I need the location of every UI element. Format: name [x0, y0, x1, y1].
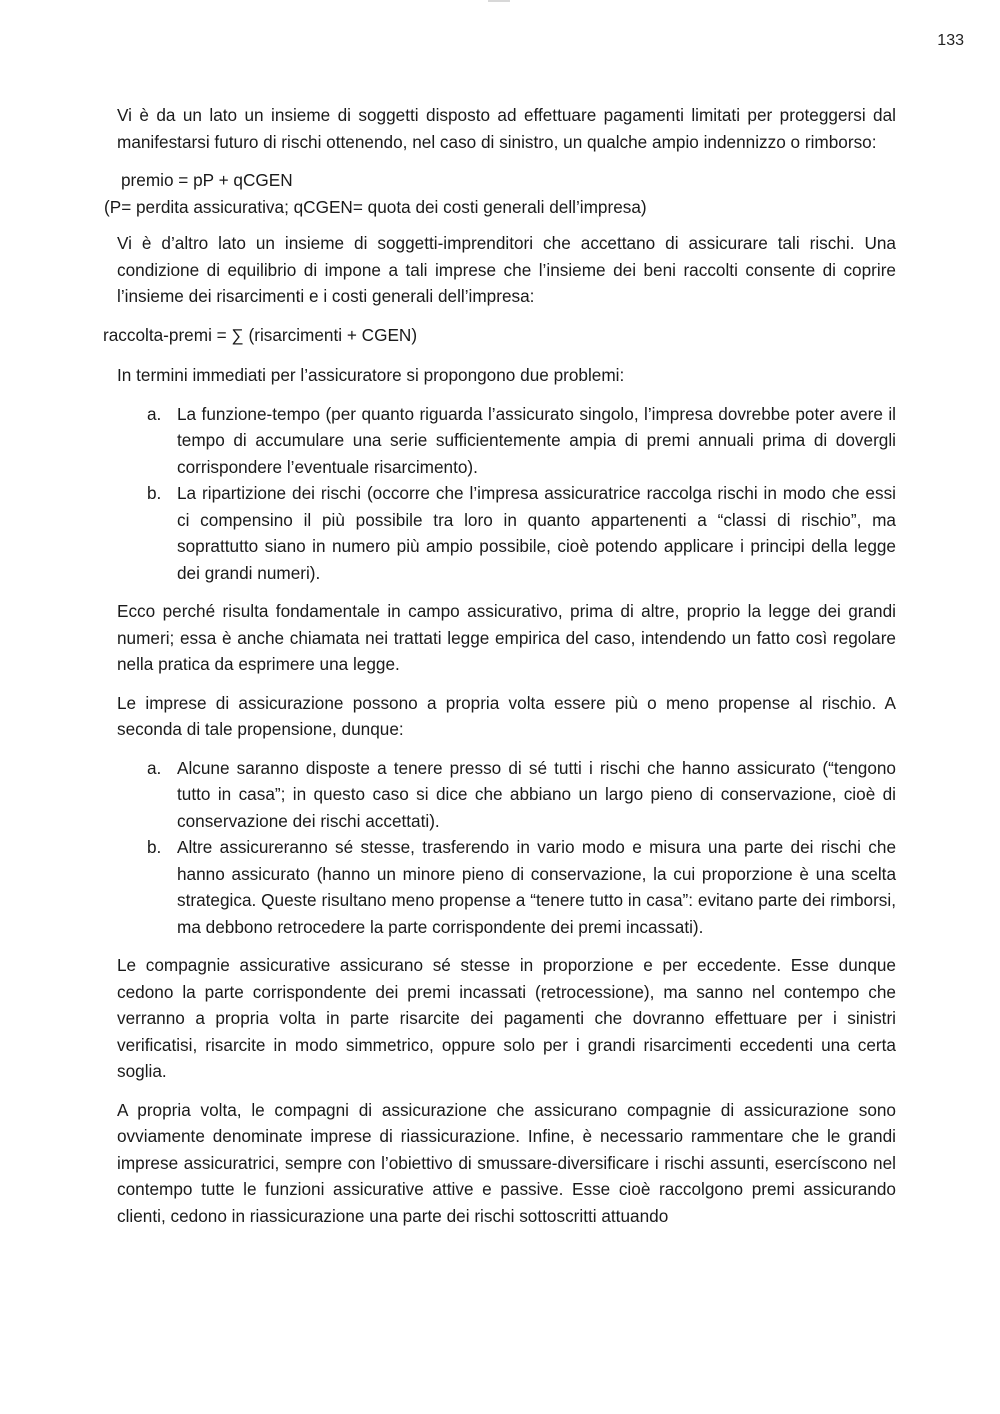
- problems-list: [117, 401, 896, 587]
- paragraph-1: Vi è da un lato un insieme di soggetti disposto ad effettuare pagamenti limitati per proteggersi dal manifestarsi futuro di rischi ottenendo, nel caso di sinistro, un qualche ampio indennizzo o rimborso:: [117, 105, 896, 152]
- list-item: [147, 480, 896, 586]
- formula-premio: premio = pP + qCGEN: [121, 170, 293, 190]
- list-marker: b.: [147, 837, 162, 857]
- propensity-list: [117, 755, 896, 941]
- paragraph-7: A propria volta, le compagni di assicurazione che assicurano compagnie di assicurazione sono ovviamente denominate imprese di riassicurazione. Infine, è necessario rammentare che le grandi imprese assicuratrici, sempre con l’obiettivo di smussare-diversificare i rischi assunti, esercíscono nel contempo tutte le funzioni assicurative attive e passive. Esse cioè raccolgono premi assicurando clienti, cedono in riassicurazione una parte dei rischi sottoscritti attuando: [117, 1099, 896, 1226]
- list-item: [147, 401, 896, 481]
- page-body: [103, 102, 896, 1241]
- list-item: [147, 834, 896, 940]
- list-marker: a.: [147, 403, 162, 424]
- paragraph-5: Le imprese di assicurazione possono a propria volta essere più o meno propense al rischio. A seconda di tale propensione, dunque:: [117, 692, 896, 739]
- formula-note: (P= perdita assicurativa; qCGEN= quota dei costi generali dell’impresa): [104, 196, 647, 217]
- list-marker: a.: [147, 757, 162, 778]
- paragraph-4: Ecco perché risulta fondamentale in campo assicurativo, prima di altre, proprio la legge dei grandi numeri; essa è anche chiamata nei trattati legge empirica del caso, intendendo un fatto così regolare nella pratica da esprimere una legge.: [117, 601, 896, 674]
- list-item-text: Altre assicureranno sé stesse, trasferendo in vario modo e misura una parte dei rischi che hanno assicurato (hanno un minore pieno di conservazione, la cui proporzione è una scelta strategica. Queste risultano meno propense a “tenere tutto in casa”: evitano parte dei rimborsi, ma debbono retrocedere la parte corrispondente dei premi incassati).: [177, 837, 896, 937]
- header-mark: [488, 0, 510, 2]
- list-item-text: La funzione-tempo (per quanto riguarda l’assicurato singolo, l’impresa dovrebbe poter avere il tempo di accumulare una serie sufficientemente ampia di premi annuali prima di dovergli corrispondere l’eventuale risarcimento).: [177, 403, 896, 477]
- formula-raccolta-premi: raccolta-premi = ∑ (risarcimenti + CGEN): [103, 324, 418, 345]
- paragraph-2: Vi è d’altro lato un insieme di soggetti-imprenditori che accettano di assicurare tali rischi. Una condizione di equilibrio di impone a tali imprese che l’insieme dei beni raccolti consente di coprire l’insieme dei risarcimenti e i costi generali dell’impresa:: [117, 233, 896, 306]
- page-number: 133: [937, 32, 964, 49]
- list-marker: b.: [147, 483, 162, 503]
- list-item-text: Alcune saranno disposte a tenere presso di sé tutti i rischi che hanno assicurato (“tengono tutto in casa”; in questo caso si dice che abbiano un largo pieno di conservazione, cioè di conservazione dei rischi accettati).: [177, 757, 896, 831]
- paragraph-3: In termini immediati per l’assicuratore si propongono due problemi:: [117, 365, 625, 385]
- list-item: [147, 755, 896, 835]
- paragraph-6: Le compagnie assicurative assicurano sé stesse in proporzione e per eccedente. Esse dunque cedono la parte corrispondente dei premi incassati (retrocessione), ma sanno nel contempo che verranno a propria volta in parte risarcite dei pagamenti che dovranno effettuare per i sinistri verificatisi, risarcite in modo simmetrico, oppure solo per i grandi risarcimenti eccedenti una certa soglia.: [117, 955, 896, 1081]
- list-item-text: La ripartizione dei rischi (occorre che l’impresa assicuratrice raccolga rischi in modo che essi ci compensino il più possibile tra loro in quanto appartenenti a “classi di rischio”, ma soprattutto siano in numero più ampio possibile, cioè potendo applicare i principi della legge dei grandi numeri).: [177, 483, 896, 583]
